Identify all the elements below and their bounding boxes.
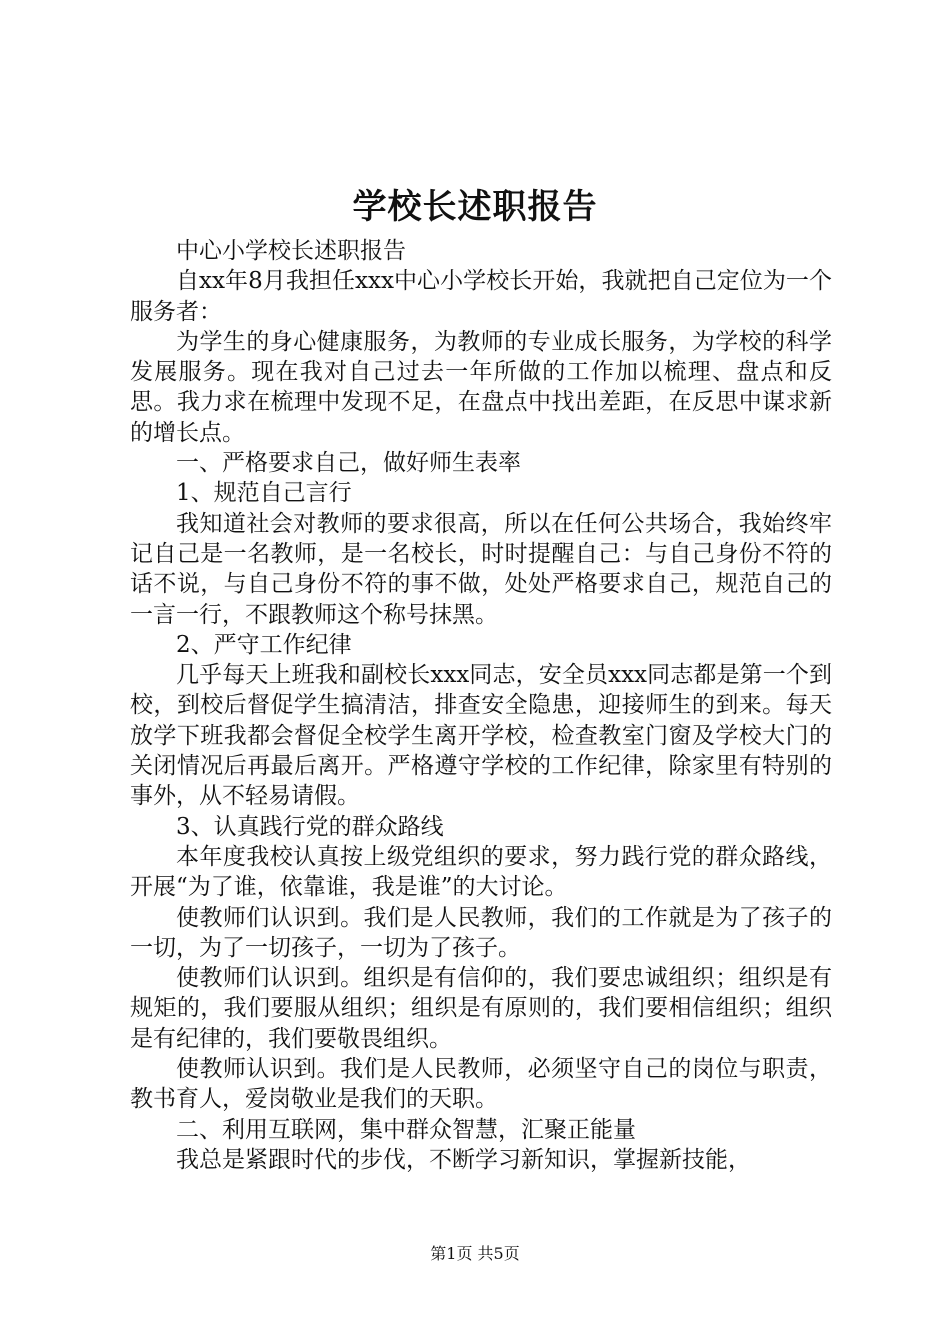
section-heading: 一、严格要求自己，做好师生表率 [176, 450, 521, 477]
paragraph: 使教师们认识到。我们是人民教师，我们的工作就是为了孩子的一切，为了一切孩子，一切为了孩子。 [130, 904, 832, 961]
subsection-heading: 1、规范自己言行 [176, 480, 352, 507]
paragraph: 我总是紧跟时代的步伐，不断学习新知识，掌握新技能， [176, 1146, 751, 1173]
subsection-heading: 3、认真践行党的群众路线 [176, 813, 444, 840]
paragraph: 本年度我校认真按上级党组织的要求，努力践行党的群众路线，开展“为了谁，依靠谁，我是谁”的大讨论。 [130, 843, 832, 901]
paragraph: 几乎每天上班我和副校长xxx同志，安全员xxx同志都是第一个到校，到校后督促学生搞清洁，排查安全隐患，迎接师生的到来。每天放学下班我都会督促全校学生离开学校，检查教室门窗及学校大门的关闭情况后再最后离开。严格遵守学校的工作纪律，除家里有特别的事外，从不轻易请假。 [130, 662, 832, 810]
subsection-heading: 2、严守工作纪律 [176, 631, 352, 658]
document-title: 学校长述职报告 [352, 187, 598, 227]
page-number-footer: 第1页 共5页 [430, 1244, 520, 1263]
section-heading: 二、利用互联网，集中群众智慧，汇聚正能量 [176, 1116, 636, 1143]
paragraph: 使教师认识到。我们是人民教师，必须坚守自己的岗位与职责，教书育人，爱岗敬业是我们的天职。 [130, 1056, 832, 1113]
paragraph: 自xx年8月我担任xxx中心小学校长开始，我就把自己定位为一个服务者： [130, 268, 832, 325]
document-body [130, 236, 832, 1175]
paragraph: 我知道社会对教师的要求很高，所以在任何公共场合，我始终牢记自己是一名教师，是一名校长，时时提醒自己：与自己身份不符的话不说，与自己身份不符的事不做，处处严格要求自己，规范自己的一言一行，不跟教师这个称号抹黑。 [130, 510, 832, 628]
paragraph: 使教师们认识到。组织是有信仰的，我们要忠诚组织；组织是有规矩的，我们要服从组织；组织是有原则的，我们要相信组织；组织是有纪律的，我们要敬畏组织。 [130, 965, 832, 1052]
paragraph: 中心小学校长述职报告 [176, 238, 406, 264]
paragraph: 为学生的身心健康服务，为教师的专业成长服务，为学校的科学发展服务。现在我对自己过去一年所做的工作加以梳理、盘点和反思。我力求在梳理中发现不足，在盘点中找出差距，在反思中谋求新的增长点。 [130, 328, 832, 446]
